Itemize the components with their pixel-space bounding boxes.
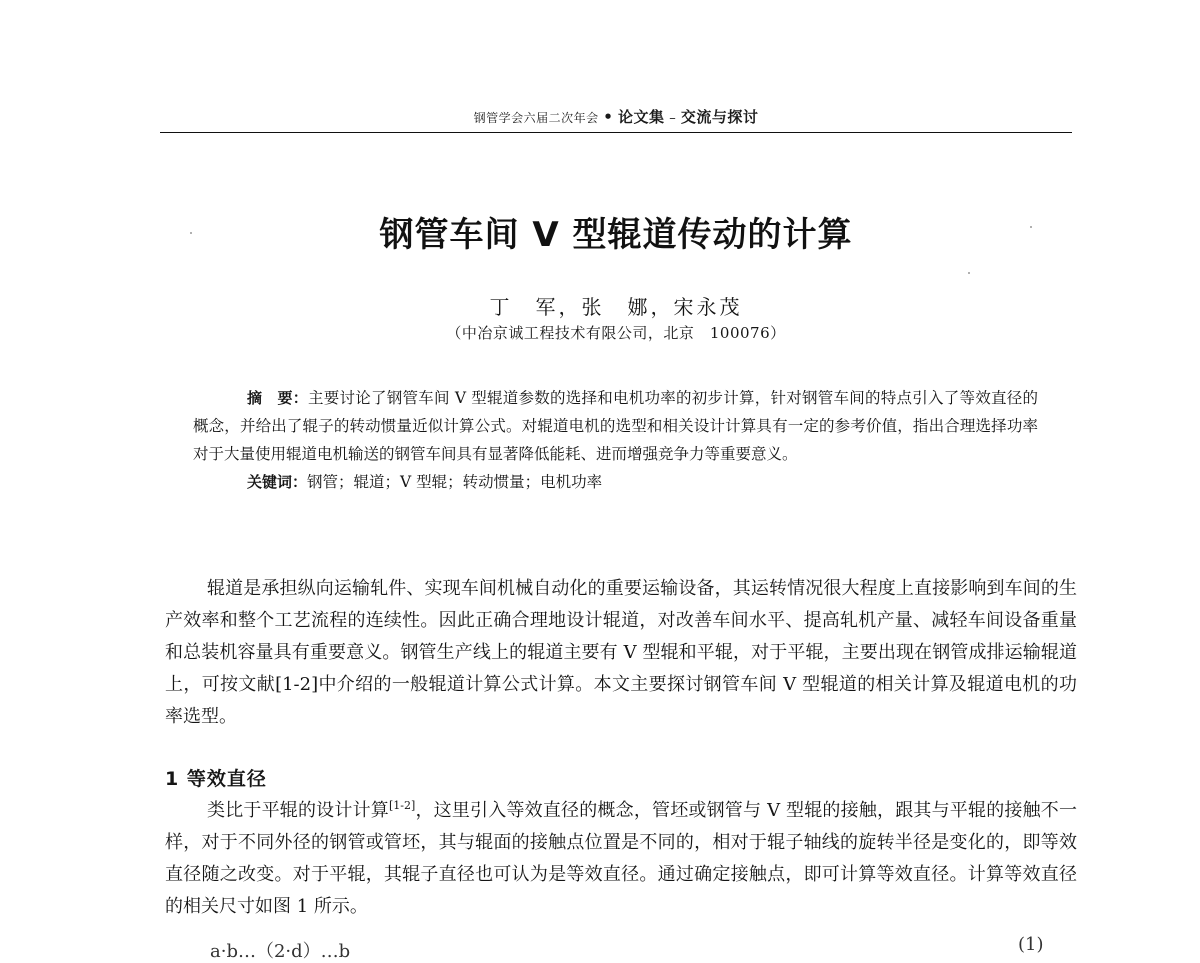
- scan-speck: [1030, 226, 1032, 228]
- abstract-paragraph: [193, 384, 1038, 468]
- paper-title: 钢管车间 V 型辊道传动的计算: [379, 215, 853, 255]
- section-name: 交流与探讨: [680, 108, 759, 126]
- collection-name: 论文集: [618, 108, 665, 126]
- keywords-text: 钢管；辊道；V 型辊；转动惯量；电机功率: [307, 473, 603, 491]
- authors: 丁 军，张 娜，宋永茂: [489, 295, 743, 319]
- section-heading: 1 等效直径: [165, 768, 267, 790]
- journal-name: 钢管学会六届二次年会: [473, 111, 599, 125]
- header-rule: [160, 132, 1072, 133]
- running-header: [160, 106, 1072, 127]
- section1-text-end: ，这里引入等效直径的概念，管坯或钢管与 V 型辊的接触，跟其与平辊的接触不一样，对于不同外径的钢管或管坯，其与辊面的接触点位置是不同的，相对于辊子轴线的旋转半径是变化的，即等效直径随之改变。对于平辊，其辊子直径也可认为是等效直径。通过确定接触点，即可计算等效直径。计算等效直径的相关尺寸如图 1 所示。: [165, 800, 1077, 917]
- affiliation: （中冶京诚工程技术有限公司，北京 100076）: [446, 324, 786, 342]
- scan-speck: [968, 272, 970, 274]
- scan-speck: [190, 232, 192, 234]
- keywords-label: 关键词：: [247, 473, 308, 491]
- intro-paragraph: 辊道是承担纵向运输轧件、实现车间机械自动化的重要运输设备，其运转情况很大程度上直接影响到车间的生产效率和整个工艺流程的连续性。因此正确合理地设计辊道，对改善车间水平、提高轧机产量、减轻车间设备重量和总装机容量具有重要意义。钢管生产线上的辊道主要有 V 型辊和平辊，对于平辊，主要出现在钢管成排运输辊道上，可按文献[1-2]中介绍的一般辊道计算公式计算。本文主要探讨钢管车间 V 型辊道的相关计算及辊道电机的功率选型。: [165, 578, 1077, 727]
- section1-paragraph: [165, 795, 1077, 923]
- cut-off-formula-line: a·b…（2·d）…b: [210, 941, 351, 962]
- abstract-block: [193, 384, 1038, 496]
- header-separator: •: [603, 108, 614, 126]
- section1-text-start: 类比于平辊的设计计算: [207, 800, 389, 821]
- abstract-label: 摘 要：: [247, 389, 308, 407]
- citation-ref: [1-2]: [388, 799, 416, 812]
- keywords-line: [193, 468, 1038, 496]
- equation-number: (1): [1018, 934, 1044, 955]
- header-dash: –: [669, 111, 677, 126]
- abstract-text: 主要讨论了钢管车间 V 型辊道参数的选择和电机功率的初步计算，针对钢管车间的特点引入了等效直径的概念，并给出了辊子的转动惯量近似计算公式。对辊道电机的选型和相关设计计算具有一定的参考价值，指出合理选择功率对于大量使用辊道电机输送的钢管车间具有显著降低能耗、进而增强竞争力等重要意义。: [193, 389, 1038, 463]
